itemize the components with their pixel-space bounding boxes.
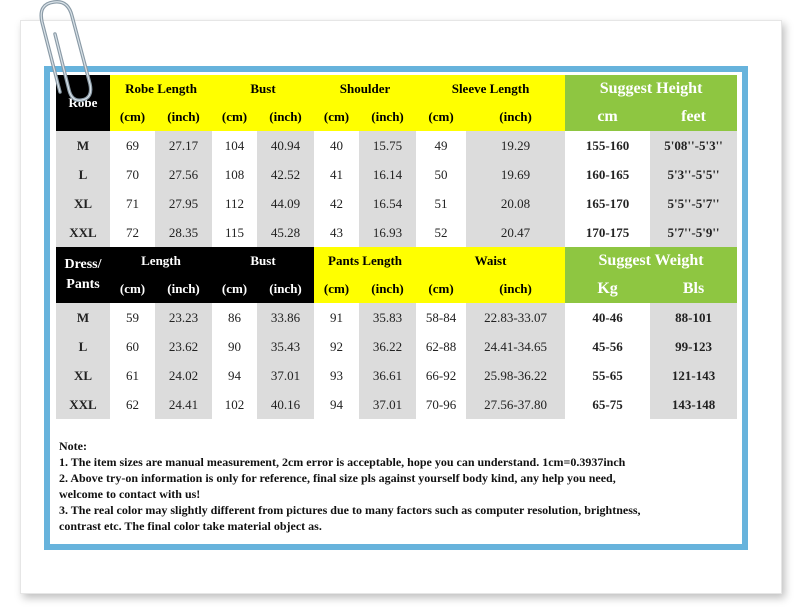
value-cell: 22.83-33.07 <box>466 303 565 332</box>
value-cell: 160-165 <box>565 160 650 189</box>
note-line: welcome to contact with us! <box>59 487 201 501</box>
table-row <box>56 332 737 361</box>
value-cell: 61 <box>110 361 155 390</box>
unit-cell: (cm) <box>212 275 257 303</box>
value-cell: 19.29 <box>466 131 565 160</box>
unit-cell: (cm) <box>314 103 359 131</box>
dress-pants-label <box>56 247 110 303</box>
value-cell: 20.08 <box>466 189 565 218</box>
value-cell: 28.35 <box>155 218 212 247</box>
value-cell: 40.94 <box>257 131 314 160</box>
value-cell: 55-65 <box>565 361 650 390</box>
table-row <box>56 131 737 160</box>
unit-cell: (inch) <box>466 275 565 303</box>
unit-cell: (inch) <box>466 103 565 131</box>
value-cell: 24.41 <box>155 390 212 419</box>
value-cell: 19.69 <box>466 160 565 189</box>
pants-label: Pants <box>66 277 100 292</box>
value-cell: 44.09 <box>257 189 314 218</box>
value-cell: 24.41-34.65 <box>466 332 565 361</box>
unit-cell: (cm) <box>110 103 155 131</box>
table-row <box>56 303 737 332</box>
value-cell: 5'7''-5'9'' <box>650 218 737 247</box>
notes-title: Note: <box>59 439 87 453</box>
note-line: 3. The real color may slightly different from pictures due to many factors such as computer resolution, brightness, <box>59 503 641 517</box>
value-cell: 112 <box>212 189 257 218</box>
value-cell: 16.93 <box>359 218 416 247</box>
table-row <box>56 218 737 247</box>
header-pants-length: Pants Length <box>314 247 416 275</box>
value-cell: 121-143 <box>650 361 737 390</box>
unit-cell: (cm) <box>212 103 257 131</box>
unit-cell: (inch) <box>359 275 416 303</box>
value-cell: 104 <box>212 131 257 160</box>
header-suggest-height: Suggest Height <box>565 75 737 103</box>
table-row <box>56 390 737 419</box>
header-length: Length <box>110 247 212 275</box>
dress-label: Dress/ <box>64 257 102 272</box>
value-cell: 40.16 <box>257 390 314 419</box>
value-cell: 35.83 <box>359 303 416 332</box>
table-row <box>56 189 737 218</box>
table-row <box>56 361 737 390</box>
note-line: 2. Above try-on information is only for reference, final size pls against yourself body kind, any help you need, <box>59 471 616 485</box>
value-cell: 27.56 <box>155 160 212 189</box>
value-cell: 102 <box>212 390 257 419</box>
value-cell: 43 <box>314 218 359 247</box>
unit-cell: (inch) <box>155 103 212 131</box>
value-cell: 33.86 <box>257 303 314 332</box>
value-cell: 27.17 <box>155 131 212 160</box>
value-cell: 52 <box>416 218 466 247</box>
size-label: M <box>56 303 110 332</box>
unit-cell: Bls <box>650 275 737 303</box>
unit-cell: (cm) <box>314 275 359 303</box>
unit-cell: (inch) <box>257 275 314 303</box>
notes-section <box>59 438 739 534</box>
value-cell: 72 <box>110 218 155 247</box>
header-bust: Bust <box>212 247 314 275</box>
header-bust: Bust <box>212 75 314 103</box>
size-label: XXL <box>56 390 110 419</box>
size-label: L <box>56 332 110 361</box>
value-cell: 50 <box>416 160 466 189</box>
value-cell: 25.98-36.22 <box>466 361 565 390</box>
value-cell: 115 <box>212 218 257 247</box>
unit-cell: feet <box>650 103 737 131</box>
value-cell: 40 <box>314 131 359 160</box>
value-cell: 170-175 <box>565 218 650 247</box>
value-cell: 66-92 <box>416 361 466 390</box>
value-cell: 94 <box>314 390 359 419</box>
value-cell: 60 <box>110 332 155 361</box>
value-cell: 62 <box>110 390 155 419</box>
value-cell: 62-88 <box>416 332 466 361</box>
value-cell: 24.02 <box>155 361 212 390</box>
value-cell: 27.95 <box>155 189 212 218</box>
value-cell: 27.56-37.80 <box>466 390 565 419</box>
value-cell: 165-170 <box>565 189 650 218</box>
unit-cell: Kg <box>565 275 650 303</box>
paperclip-icon <box>38 0 108 110</box>
value-cell: 88-101 <box>650 303 737 332</box>
header-waist: Waist <box>416 247 565 275</box>
value-cell: 92 <box>314 332 359 361</box>
value-cell: 16.14 <box>359 160 416 189</box>
value-cell: 42.52 <box>257 160 314 189</box>
value-cell: 108 <box>212 160 257 189</box>
value-cell: 65-75 <box>565 390 650 419</box>
value-cell: 36.61 <box>359 361 416 390</box>
value-cell: 90 <box>212 332 257 361</box>
unit-cell: (inch) <box>155 275 212 303</box>
unit-cell: cm <box>565 103 650 131</box>
value-cell: 23.62 <box>155 332 212 361</box>
value-cell: 5'5''-5'7'' <box>650 189 737 218</box>
unit-cell: (inch) <box>359 103 416 131</box>
value-cell: 93 <box>314 361 359 390</box>
unit-cell: (cm) <box>416 275 466 303</box>
size-label: XL <box>56 361 110 390</box>
value-cell: 91 <box>314 303 359 332</box>
value-cell: 58-84 <box>416 303 466 332</box>
value-cell: 23.23 <box>155 303 212 332</box>
table-row <box>56 160 737 189</box>
value-cell: 37.01 <box>359 390 416 419</box>
value-cell: 16.54 <box>359 189 416 218</box>
size-label: L <box>56 160 110 189</box>
value-cell: 15.75 <box>359 131 416 160</box>
value-cell: 69 <box>110 131 155 160</box>
size-label: XXL <box>56 218 110 247</box>
size-label: XL <box>56 189 110 218</box>
value-cell: 86 <box>212 303 257 332</box>
value-cell: 99-123 <box>650 332 737 361</box>
value-cell: 45-56 <box>565 332 650 361</box>
value-cell: 70 <box>110 160 155 189</box>
value-cell: 70-96 <box>416 390 466 419</box>
value-cell: 20.47 <box>466 218 565 247</box>
value-cell: 143-148 <box>650 390 737 419</box>
value-cell: 45.28 <box>257 218 314 247</box>
note-line: contrast etc. The final color take material object as. <box>59 519 322 533</box>
value-cell: 36.22 <box>359 332 416 361</box>
unit-cell: (inch) <box>257 103 314 131</box>
value-cell: 5'08''-5'3'' <box>650 131 737 160</box>
value-cell: 41 <box>314 160 359 189</box>
value-cell: 51 <box>416 189 466 218</box>
header-suggest-weight: Suggest Weight <box>565 247 737 275</box>
header-shoulder: Shoulder <box>314 75 416 103</box>
value-cell: 5'3''-5'5'' <box>650 160 737 189</box>
value-cell: 155-160 <box>565 131 650 160</box>
unit-cell: (cm) <box>110 275 155 303</box>
size-chart-table <box>56 75 737 419</box>
value-cell: 94 <box>212 361 257 390</box>
value-cell: 37.01 <box>257 361 314 390</box>
value-cell: 49 <box>416 131 466 160</box>
unit-cell: (cm) <box>416 103 466 131</box>
value-cell: 42 <box>314 189 359 218</box>
value-cell: 71 <box>110 189 155 218</box>
robe-label: Robe <box>56 75 110 131</box>
header-sleeve-length: Sleeve Length <box>416 75 565 103</box>
value-cell: 59 <box>110 303 155 332</box>
size-label: M <box>56 131 110 160</box>
note-line: 1. The item sizes are manual measurement, 2cm error is acceptable, hope you can understand. 1cm=0.3937inch <box>59 455 626 469</box>
header-robe-length: Robe Length <box>110 75 212 103</box>
value-cell: 35.43 <box>257 332 314 361</box>
value-cell: 40-46 <box>565 303 650 332</box>
